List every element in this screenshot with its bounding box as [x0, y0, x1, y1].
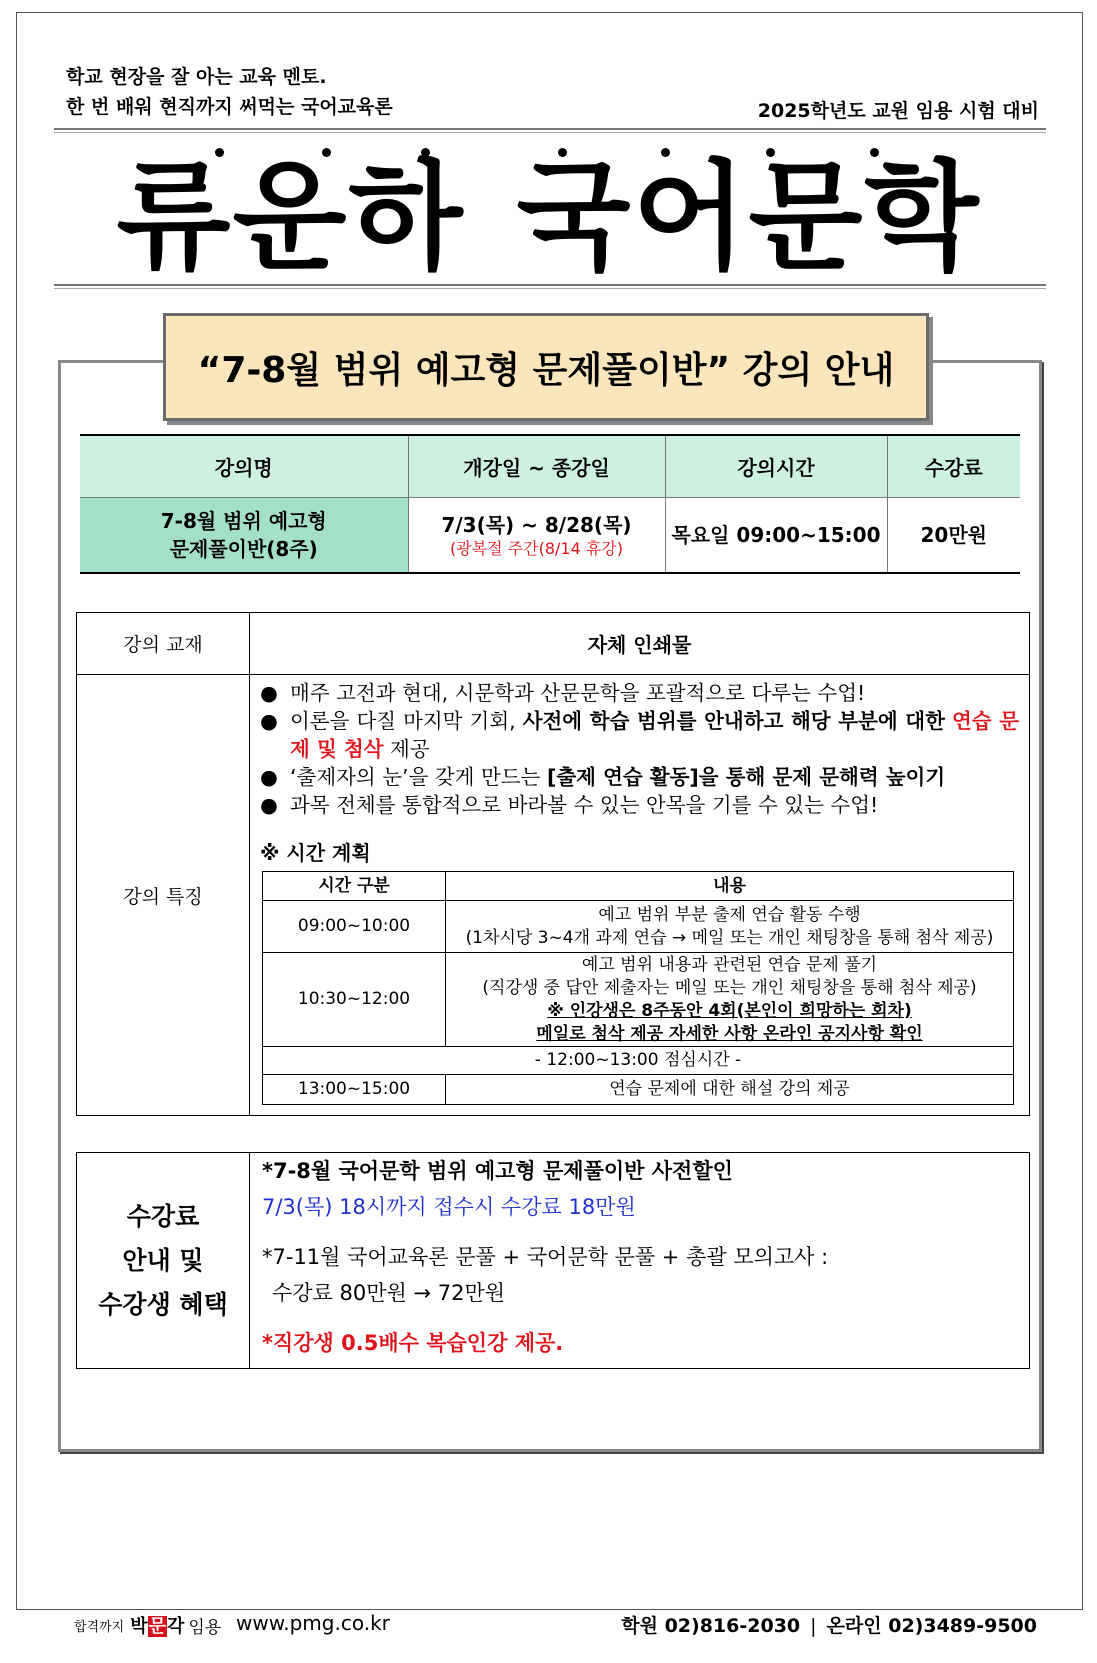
schedule-content [446, 953, 1014, 1047]
textbook-label: 강의 교재 [77, 613, 250, 675]
course-time: 목요일 09:00~15:00 [665, 497, 887, 573]
title-divider [54, 284, 1046, 289]
fee-label-line: 안내 및 [122, 1245, 204, 1275]
fee-benefit-table [76, 1152, 1030, 1369]
header-dates: 개강일 ~ 종강일 [408, 435, 665, 497]
schedule-line: 예고 범위 부분 출제 연습 활동 수행 [598, 904, 861, 925]
fee-label [77, 1153, 250, 1369]
table-row [263, 1047, 1014, 1075]
lunch-break: - 12:00~13:00 점심시간 - [263, 1047, 1014, 1075]
title-instructor: 류운하 [116, 148, 465, 286]
logo-char: 박 [130, 1616, 148, 1637]
course-name-line1: 7-8월 범위 예고형 [160, 508, 327, 533]
schedule-time: 13:00~15:00 [263, 1075, 446, 1105]
course-detail-table [76, 612, 1030, 1116]
schedule-header-content: 내용 [446, 872, 1014, 901]
website-link[interactable]: www.pmg.co.kr [236, 1611, 390, 1635]
list-item [260, 763, 1019, 791]
holiday-note: (광복절 주간(8/14 휴강) [449, 538, 624, 558]
textbook-value: 자체 인쇄물 [250, 613, 1030, 675]
header-time: 강의시간 [665, 435, 887, 497]
logo-char: 각 [167, 1616, 185, 1637]
package-title: *7-11월 국어교육론 문풀 + 국어문학 문풀 + 총괄 모의고사 : [262, 1245, 829, 1269]
publisher-logo [74, 1612, 221, 1638]
fee-label-line: 수강료 [126, 1201, 200, 1231]
discount-detail: 7/3(목) 18시까지 접수시 수강료 18만원 [262, 1195, 636, 1219]
schedule-title: ※ 시간 계획 [260, 841, 371, 865]
schedule-line: 예고 범위 내용과 관련된 연습 문제 풀기 [581, 954, 878, 975]
exam-label: 2025학년도 교원 임용 시험 대비 [757, 100, 1039, 122]
phone-separator: | [810, 1615, 817, 1637]
tagline-line2: 한 번 배워 현직까지 써먹는 국어교육론 [66, 96, 393, 118]
schedule-table [262, 871, 1014, 1105]
table-row [263, 953, 1014, 1047]
course-dates: 7/3(목) ~ 8/28(목) [441, 512, 632, 537]
discount-title: *7-8월 국어문학 범위 예고형 문제풀이반 사전할인 [262, 1159, 733, 1183]
schedule-time: 10:30~12:00 [263, 953, 446, 1047]
feature-text: 이론을 다질 마지막 기회, [290, 709, 516, 733]
list-item [260, 679, 1019, 707]
header-course-name: 강의명 [80, 435, 408, 497]
dates-cell [408, 497, 665, 573]
feature-text: ‘출제자의 눈’을 갖게 만드는 [290, 765, 541, 789]
logo-brand [130, 1612, 184, 1638]
bullet-icon: ● [260, 765, 278, 789]
features-label: 강의 특징 [77, 675, 250, 1116]
logo-suffix: 임용 [188, 1617, 222, 1638]
schedule-time: 09:00~10:00 [263, 901, 446, 953]
academy-phone: 학원 02)816-2030 [621, 1615, 801, 1637]
course-name-cell [80, 497, 408, 573]
fee-label-line: 수강생 혜택 [98, 1289, 228, 1319]
bullet-icon: ● [260, 681, 278, 705]
replay-benefit: *직강생 0.5배수 복습인강 제공. [262, 1331, 564, 1355]
contact-phones [621, 1611, 1037, 1638]
schedule-line: (1차시당 3~4개 과제 연습 → 메일 또는 개인 채팅창을 통해 첨삭 제공) [465, 927, 994, 948]
feature-text: 과목 전체를 통합적으로 바라볼 수 있는 안목을 기를 수 있는 수업! [290, 793, 879, 817]
title-subject: 국어문학 [516, 148, 981, 286]
bullet-icon: ● [260, 793, 278, 817]
schedule-content: 연습 문제에 대한 해설 강의 제공 [446, 1075, 1014, 1105]
course-fee: 20만원 [887, 497, 1020, 573]
tagline [66, 62, 393, 122]
header-divider [54, 128, 1046, 133]
schedule-note: ※ 인강생은 8주동안 4회(본인이 희망하는 회차) [547, 1000, 912, 1021]
course-info-table [80, 434, 1020, 574]
page-title [0, 148, 1097, 286]
header-fee: 수강료 [887, 435, 1020, 497]
bullet-icon: ● [260, 709, 278, 733]
feature-list [260, 679, 1019, 819]
features-cell [250, 675, 1030, 1116]
logo-prefix: 합격까지 [74, 1619, 125, 1635]
feature-emphasis: [출제 연습 활동]을 통해 문제 문해력 높이기 [546, 765, 946, 789]
feature-text: 제공 [390, 737, 430, 761]
schedule-line: (직강생 중 답안 제출자는 메일 또는 개인 채팅창을 통해 첨삭 제공) [482, 977, 977, 998]
feature-text: 매주 고전과 현대, 시문학과 산문문학을 포괄적으로 다루는 수업! [290, 681, 866, 705]
list-item [260, 791, 1019, 819]
feature-highlight: 연습 문제 및 첨삭 [290, 709, 1020, 761]
package-price: 수강료 80만원 → 72만원 [272, 1281, 506, 1305]
course-banner: “7-8월 범위 예고형 문제풀이반” 강의 안내 [163, 313, 929, 421]
list-item [260, 707, 1019, 763]
feature-emphasis: 사전에 학습 범위를 안내하고 해당 부분에 대한 [522, 709, 945, 733]
tagline-line1: 학교 현장을 잘 아는 교육 멘토. [66, 66, 327, 88]
fee-content [250, 1153, 1030, 1369]
online-phone: 온라인 02)3489-9500 [826, 1615, 1037, 1637]
logo-char: 문 [148, 1616, 167, 1637]
table-row [263, 901, 1014, 953]
schedule-note: 메일로 첨삭 제공 자세한 사항 온라인 공지사항 확인 [536, 1023, 923, 1044]
table-row [263, 1075, 1014, 1105]
schedule-header-time: 시간 구분 [263, 872, 446, 901]
course-name-line2: 문제풀이반(8주) [169, 536, 318, 561]
schedule-content [446, 901, 1014, 953]
